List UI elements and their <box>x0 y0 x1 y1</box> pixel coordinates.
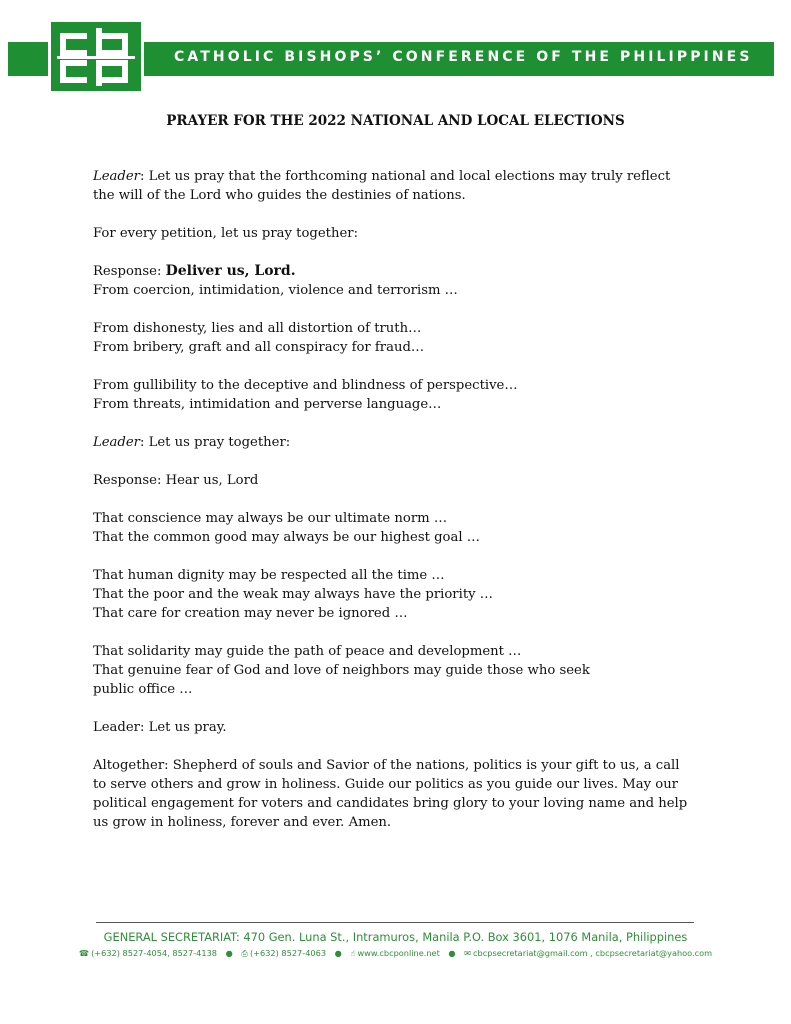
closing-prayer-line: to serve others and grow in holiness. Guide our politics as you guide our lives. May our <box>93 777 678 792</box>
document-title: PRAYER FOR THE 2022 NATIONAL AND LOCAL ELECTIONS <box>166 113 625 129</box>
petition-line: From bribery, graft and all conspiracy for fraud… <box>93 340 425 355</box>
leader-line: Leader: Let us pray together: <box>93 435 291 450</box>
phone-icon: ☎ <box>78 948 90 958</box>
organization-name: CATHOLIC BISHOPS’ CONFERENCE OF THE PHILIPPINES <box>174 49 753 65</box>
footer-emails[interactable]: cbcpsecretariat@gmail.com , cbcpsecretariat@yahoo.com <box>473 948 713 958</box>
cbcp-logo <box>48 19 144 94</box>
closing-prayer-line: Altogether: Shepherd of souls and Savior of the nations, politics is your gift to us, a call <box>93 758 680 773</box>
leader-line: Leader: Let us pray. <box>93 720 227 735</box>
intention-line: That conscience may always be our ultimate norm … <box>93 511 448 526</box>
fax-icon: ⎙ <box>241 948 248 958</box>
intention-line: That the common good may always be our highest goal … <box>93 530 480 545</box>
footer-contacts <box>0 948 791 959</box>
email-icon: ✉ <box>464 948 472 958</box>
footer-fax: (+632) 8527-4063 <box>249 948 327 958</box>
intention-line: That care for creation may never be ignored … <box>93 606 408 621</box>
intro-line-2: the will of the Lord who guides the destinies of nations. <box>93 188 466 203</box>
closing-prayer-line: us grow in holiness, forever and ever. Amen. <box>93 815 392 830</box>
petition-line: From coercion, intimidation, violence and terrorism … <box>93 283 458 298</box>
intention-line: public office … <box>93 682 193 697</box>
separator-dot: ● <box>334 948 342 958</box>
closing-prayer-line: political engagement for voters and candidates bring glory to your loving name and help <box>93 796 688 811</box>
response-deliver: Response: Deliver us, Lord. <box>93 263 296 279</box>
petition-line: From dishonesty, lies and all distortion of truth… <box>93 321 422 336</box>
response-hear: Response: Hear us, Lord <box>93 473 259 488</box>
footer-website[interactable]: www.cbcponline.net <box>357 948 440 958</box>
petition-line: From gullibility to the deceptive and blindness of perspective… <box>93 378 518 393</box>
intention-line: That the poor and the weak may always have the priority … <box>93 587 493 602</box>
intention-line: That human dignity may be respected all the time … <box>93 568 445 583</box>
web-icon: ☝ <box>350 948 356 958</box>
footer-address: GENERAL SECRETARIAT: 470 Gen. Luna St., Intramuros, Manila P.O. Box 3601, 1076 Manila, Philippines <box>103 930 688 944</box>
footer-phone: (+632) 8527-4054, 8527-4138 <box>91 948 218 958</box>
separator-dot: ● <box>448 948 456 958</box>
intention-line: That genuine fear of God and love of neighbors may guide those who seek <box>93 663 590 678</box>
intro-line-1: Leader: Let us pray that the forthcoming national and local elections may truly reflect <box>93 169 671 184</box>
petition-intro: For every petition, let us pray together: <box>93 226 359 241</box>
cbcp-logo-mark <box>51 22 141 91</box>
petition-line: From threats, intimidation and perverse language… <box>93 397 442 412</box>
prayer-body <box>93 167 713 832</box>
intention-line: That solidarity may guide the path of peace and development … <box>93 644 522 659</box>
separator-dot: ● <box>225 948 233 958</box>
footer-divider <box>96 922 694 923</box>
